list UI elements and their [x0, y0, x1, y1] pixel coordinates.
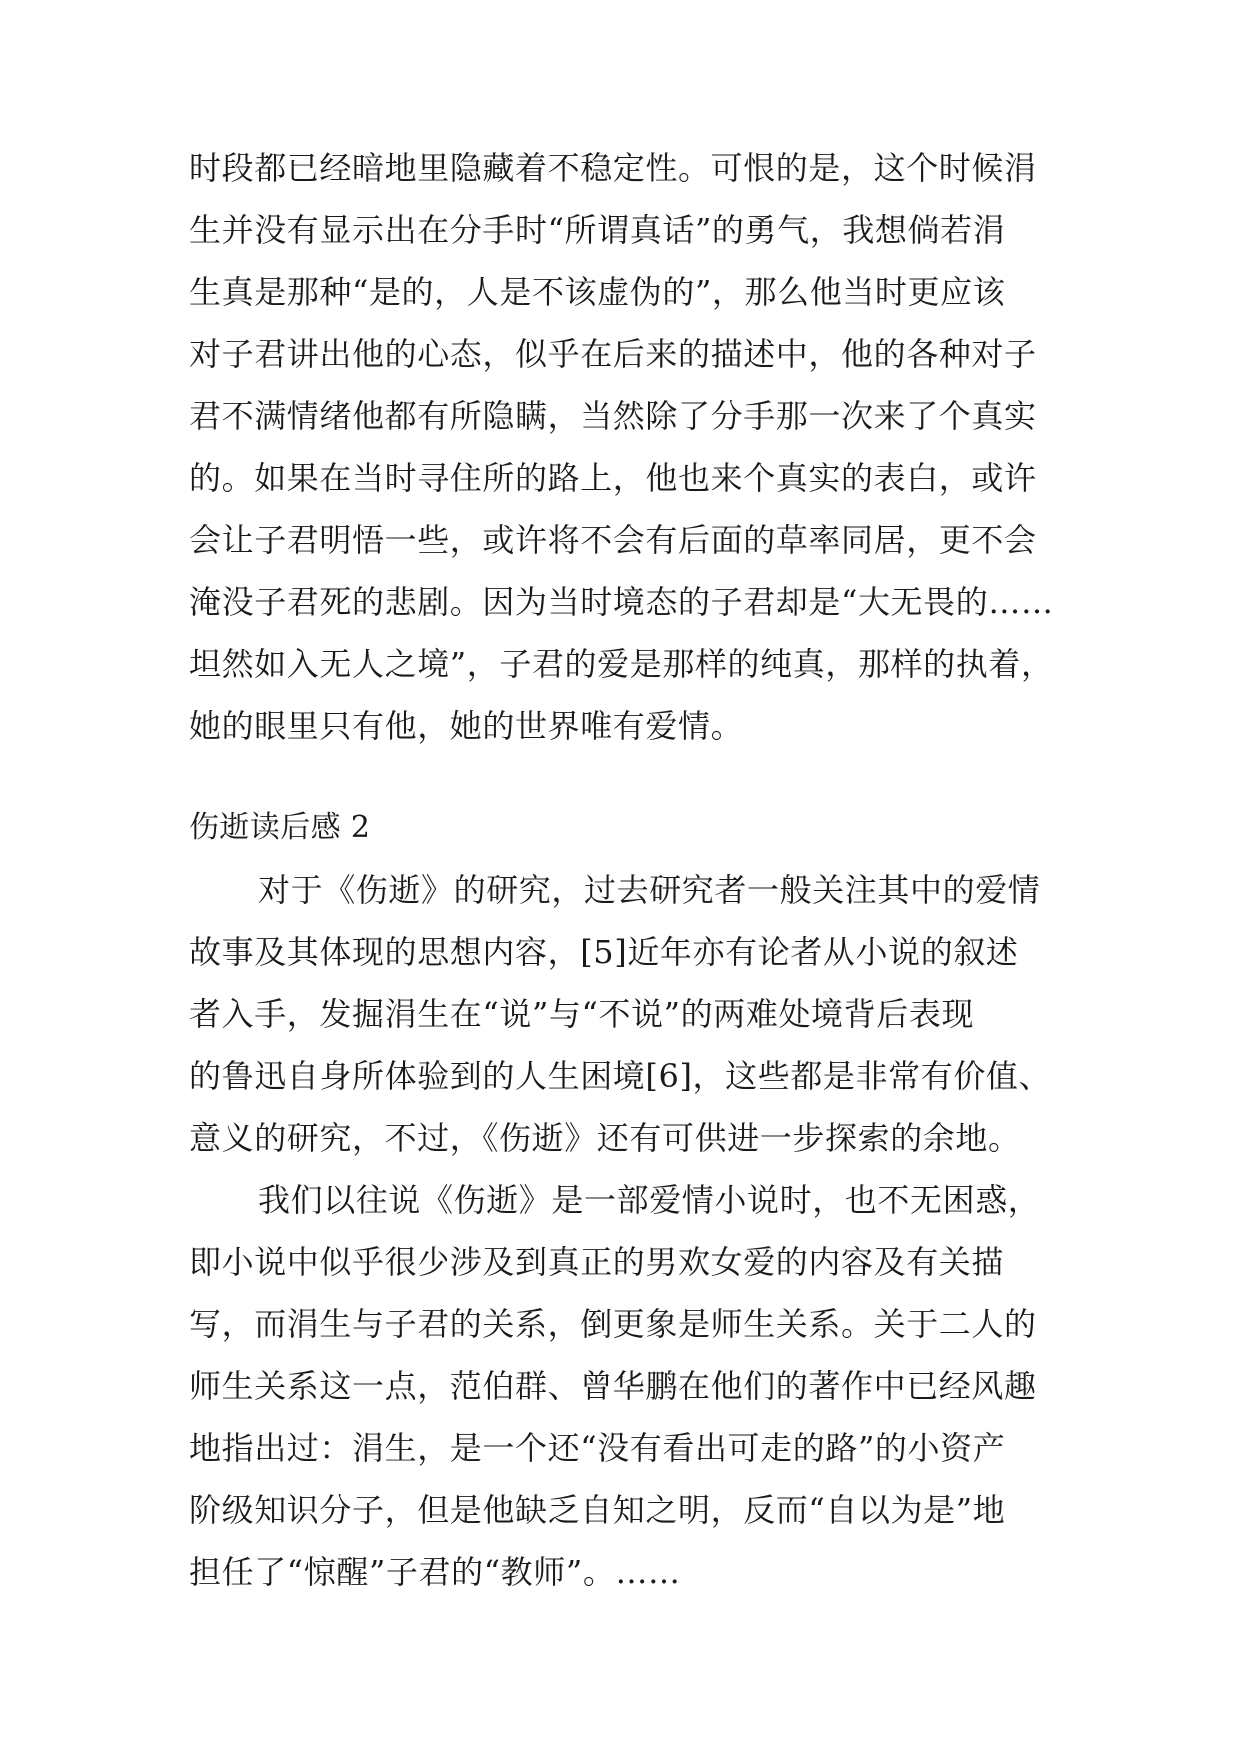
- paragraph-3-line: 师生关系这一点，范伯群、曾华鹏在他们的著作中已经风趣: [189, 1367, 1037, 1405]
- paragraph-2-line: 故事及其体现的思想内容，[5]近年亦有论者从小说的叙述: [189, 933, 1019, 971]
- paragraph-1-line: 的。如果在当时寻住所的路上，他也来个真实的表白，或许: [189, 459, 1037, 497]
- paragraph-1-line: 时段都已经暗地里隐藏着不稳定性。可恨的是，这个时候涓: [189, 149, 1037, 187]
- paragraph-3-line: 即小说中似乎很少涉及到真正的男欢女爱的内容及有关描: [189, 1243, 1005, 1281]
- paragraph-1-line: 淹没子君死的悲剧。因为当时境态的子君却是“大无畏的……: [189, 583, 1054, 621]
- paragraph-1-line: 她的眼里只有他，她的世界唯有爱情。: [189, 707, 744, 745]
- paragraph-2-line: 的鲁迅自身所体验到的人生困境[6]，这些都是非常有价值、: [189, 1057, 1052, 1095]
- paragraph-3-line: 阶级知识分子，但是他缺乏自知之明，反而“自以为是”地: [189, 1491, 1006, 1529]
- paragraph-1-line: 坦然如入无人之境”，子君的爱是那样的纯真，那样的执着，: [189, 645, 1054, 683]
- paragraph-3-line: 写，而涓生与子君的关系，倒更象是师生关系。关于二人的: [189, 1305, 1037, 1343]
- paragraph-1-line: 会让子君明悟一些，或许将不会有后面的草率同居，更不会: [189, 521, 1037, 559]
- paragraph-1-line: 君不满情绪他都有所隐瞒，当然除了分手那一次来了个真实: [189, 397, 1037, 435]
- paragraph-1-line: 生真是那种“是的，人是不该虚伪的”，那么他当时更应该: [189, 273, 1006, 311]
- section-title: 伤逝读后感 2: [189, 810, 371, 845]
- paragraph-3-line: 我们以往说《伤逝》是一部爱情小说时，也不无困惑，: [258, 1181, 1041, 1219]
- paragraph-1-line: 生并没有显示出在分手时“所谓真话”的勇气，我想倘若涓: [189, 211, 1006, 249]
- paragraph-1-line: 对子君讲出他的心态，似乎在后来的描述中，他的各种对子: [189, 335, 1037, 373]
- paragraph-2-line: 者入手，发掘涓生在“说”与“不说”的两难处境背后表现: [189, 995, 975, 1033]
- paragraph-2-line: 意义的研究，不过，《伤逝》还有可供进一步探索的余地。: [189, 1119, 1021, 1157]
- paragraph-2-line: 对于《伤逝》的研究，过去研究者一般关注其中的爱情: [258, 871, 1041, 909]
- paragraph-3-line: 担任了“惊醒”子君的“教师”。……: [189, 1553, 681, 1591]
- paragraph-3-line: 地指出过：涓生，是一个还“没有看出可走的路”的小资产: [189, 1429, 1006, 1467]
